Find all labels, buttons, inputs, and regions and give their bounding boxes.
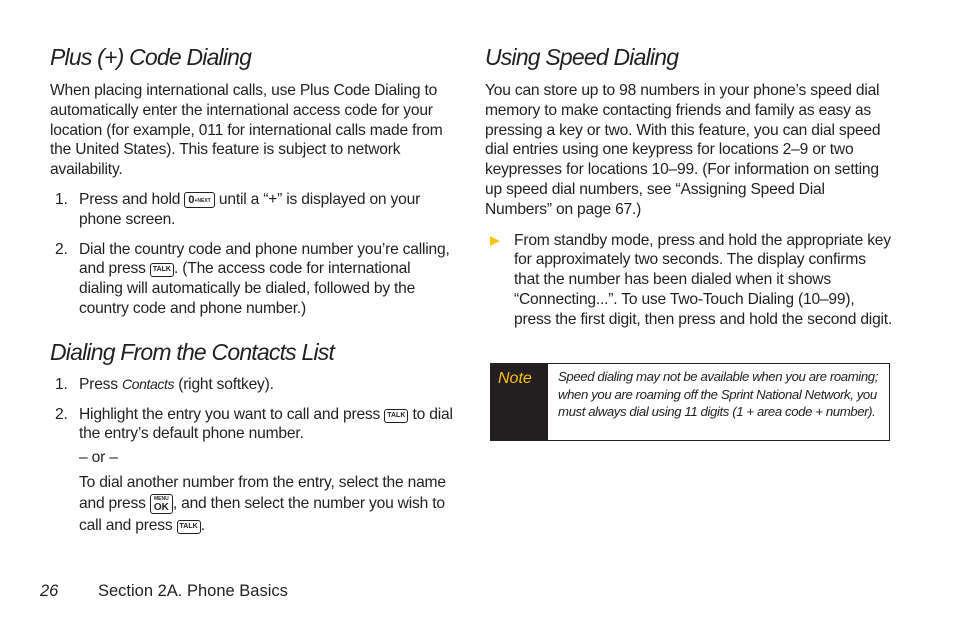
list-item: 1. Press Contacts (right softkey).	[55, 375, 274, 393]
alternate-instructions: To dial another number from the entry, select the name and press MENU OK , and then select the number you wish to call and press TALK .	[79, 473, 446, 534]
speed-dial-bullet: From standby mode, press and hold the appropriate key for approximately two seconds. The display confirms that the number has been dialed when it shows “Connecting...”. To use Two-Touch Dialing (10–99), press the first digit, then press and hold the second digit.	[485, 231, 895, 330]
section-title: Section 2A. Phone Basics	[98, 582, 288, 600]
contacts-heading: Dialing From the Contacts List	[50, 338, 335, 365]
list-item: 1. Press and hold 0+NEXT until a “+” is displayed on your phone screen.	[55, 190, 421, 228]
note-box	[490, 363, 890, 441]
or-separator: – or –	[79, 449, 118, 467]
page-number: 26	[40, 582, 59, 600]
menu-ok-key-icon: MENU OK	[150, 494, 173, 514]
plus-code-body: When placing international calls, use Plus Code Dialing to automatically enter the international access code for your location (for example, 011 for international calls made from the United States). This feature is subject to network availability.	[50, 82, 443, 179]
list-item: 2. Dial the country code and phone number you’re calling, and press TALK . (The access code for international dialing will automatically be dialed, followed by the country code and phone number.)	[55, 240, 450, 317]
right-column	[485, 40, 895, 330]
talk-key-icon: TALK	[177, 520, 201, 534]
plus-code-heading: Plus (+) Code Dialing	[50, 44, 252, 70]
triangle-bullet-icon	[490, 236, 500, 246]
talk-key-icon: TALK	[384, 409, 408, 423]
left-column	[50, 40, 455, 536]
page-footer	[40, 582, 288, 601]
contacts-steps	[50, 375, 455, 537]
list-item: 2. Highlight the entry you want to call and press TALK to dial the entry’s default phone number. – or – To dial another number from the entry, select the name and press MENU OK , and then select the number you wish to call and press TALK .	[50, 405, 455, 537]
speed-dial-body: You can store up to 98 numbers in your phone’s speed dial memory to make contacting friends and family as easy as pressing a key or two. With this feature, you can dial speed dial entries using one keypress for locations 2–9 or two keypresses for locations 10–99. (For information on setting up speed dial numbers, see “Assigning Speed Dial Numbers” on page 67.)	[485, 82, 881, 218]
note-label: Note	[491, 364, 548, 440]
talk-key-icon: TALK	[150, 263, 174, 277]
plus-code-steps	[50, 190, 455, 319]
zero-next-key-icon: 0+NEXT	[184, 192, 214, 208]
contacts-softkey-label: Contacts	[122, 375, 175, 392]
note-text: Speed dialing may not be available when you are roaming; when you are roaming off the Sprint National Network, you must always dial using 11 digits (1 + area code + number).	[558, 369, 878, 419]
speed-dial-heading: Using Speed Dialing	[485, 44, 679, 70]
